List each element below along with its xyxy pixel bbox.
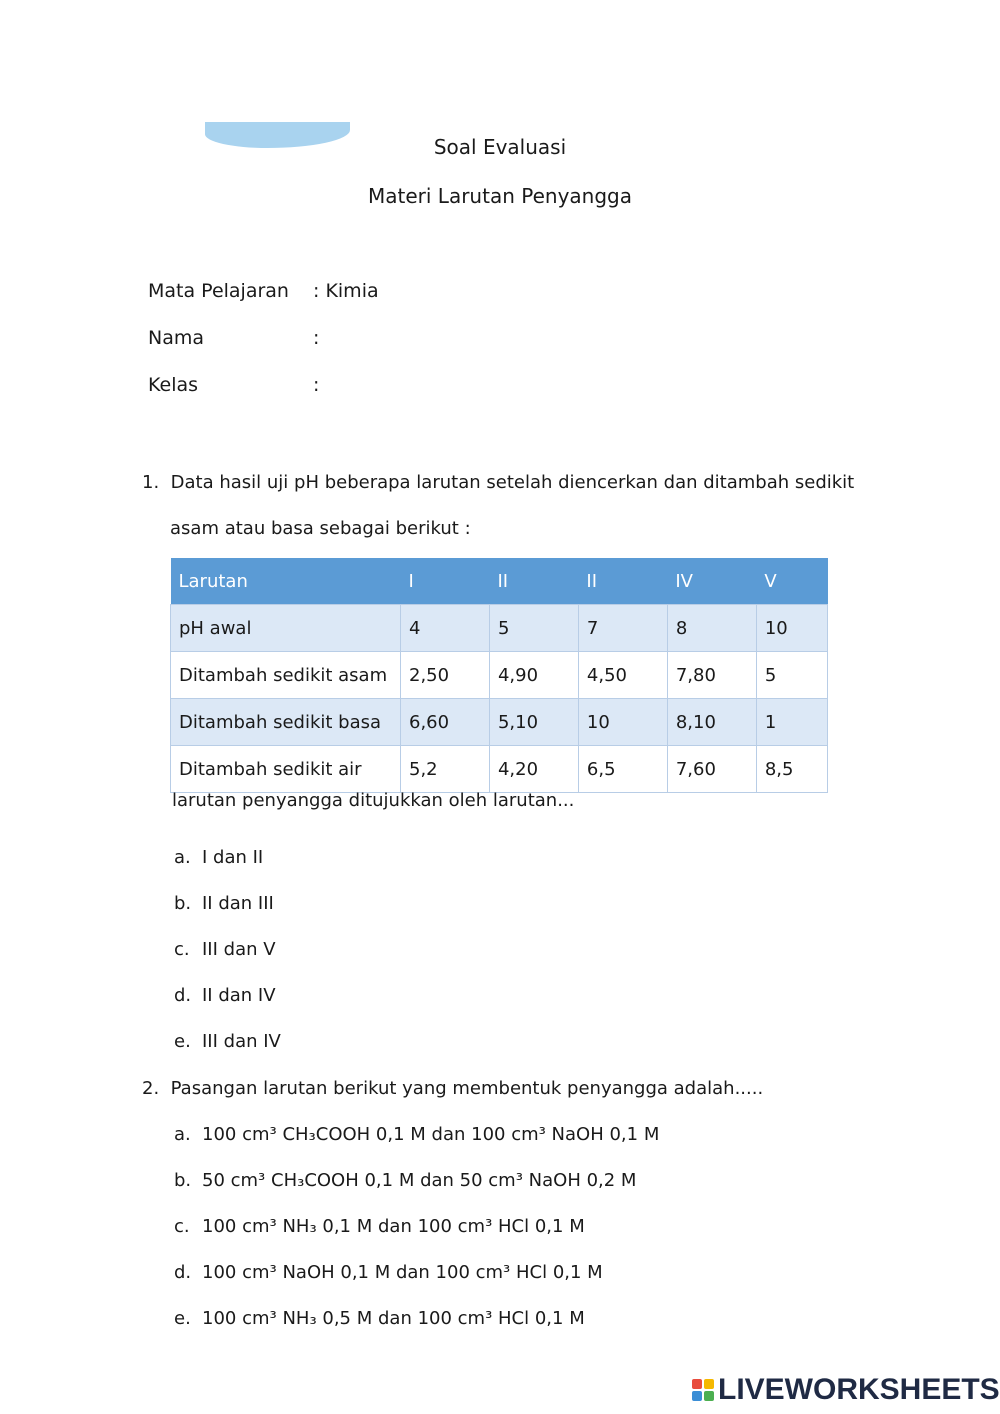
answer-option-b[interactable] <box>174 881 281 927</box>
question-number: 1. <box>142 472 160 493</box>
answer-option-c[interactable] <box>174 1204 659 1250</box>
info-label: Mata Pelajaran <box>148 280 289 302</box>
option-letter: c. <box>174 1216 190 1237</box>
table-cell: 4 <box>401 605 490 652</box>
info-label: Kelas <box>148 374 199 396</box>
option-text: II dan III <box>202 893 274 914</box>
option-letter: e. <box>174 1308 191 1329</box>
question-1 <box>142 460 862 552</box>
logo-grid-icon <box>692 1379 714 1401</box>
table-cell: Ditambah sedikit basa <box>171 699 401 746</box>
table-cell: 5,10 <box>489 699 578 746</box>
answer-option-d[interactable] <box>174 973 281 1019</box>
table-header-cell: Larutan <box>171 558 401 605</box>
option-text: II dan IV <box>202 985 276 1006</box>
info-row-subject <box>148 280 379 302</box>
logo-square <box>692 1391 702 1401</box>
option-letter: a. <box>174 847 191 868</box>
logo-square <box>704 1379 714 1389</box>
table-cell: 6,60 <box>401 699 490 746</box>
class-field[interactable]: : <box>313 374 320 396</box>
table-cell: 4,90 <box>489 652 578 699</box>
table-header-cell: IV <box>667 558 756 605</box>
question-text: Data hasil uji pH beberapa larutan setelah diencerkan dan ditambah sedikit <box>170 472 855 493</box>
table-row <box>171 699 828 746</box>
question-2-options <box>174 1112 659 1342</box>
table-cell: 2,50 <box>401 652 490 699</box>
option-text: 100 cm³ NH₃ 0,5 M dan 100 cm³ HCl 0,1 M <box>202 1308 585 1329</box>
option-letter: d. <box>174 1262 192 1283</box>
answer-option-c[interactable] <box>174 927 281 973</box>
table-cell: 4,20 <box>489 746 578 793</box>
table-cell: 7,80 <box>667 652 756 699</box>
table-row <box>171 605 828 652</box>
question-1-prompt: larutan penyangga ditujukkan oleh larutan... <box>172 790 575 811</box>
table-cell: 7 <box>578 605 667 652</box>
option-letter: b. <box>174 1170 192 1191</box>
table-cell: 8,5 <box>756 746 827 793</box>
info-label: Nama <box>148 327 205 349</box>
answer-option-e[interactable] <box>174 1019 281 1065</box>
option-text: 100 cm³ CH₃COOH 0,1 M dan 100 cm³ NaOH 0,1 M <box>202 1124 660 1145</box>
option-letter: d. <box>174 985 192 1006</box>
logo-square <box>692 1379 702 1389</box>
table-cell: Ditambah sedikit asam <box>171 652 401 699</box>
page-subtitle: Materi Larutan Penyangga <box>368 184 632 208</box>
question-2 <box>142 1066 763 1112</box>
answer-option-d[interactable] <box>174 1250 659 1296</box>
table-header-cell: I <box>401 558 490 605</box>
question-text-cont: asam atau basa sebagai berikut : <box>170 518 471 539</box>
answer-option-b[interactable] <box>174 1158 659 1204</box>
table-cell: 1 <box>756 699 827 746</box>
option-letter: a. <box>174 1124 191 1145</box>
option-text: I dan II <box>202 847 264 868</box>
question-text: Pasangan larutan berikut yang membentuk penyangga adalah..... <box>170 1078 764 1099</box>
table-header-cell: V <box>756 558 827 605</box>
table-cell: 8,10 <box>667 699 756 746</box>
table-header-cell: II <box>578 558 667 605</box>
ph-data-table <box>170 558 828 793</box>
logo-text: LIVEWORKSHEETS <box>718 1373 1000 1406</box>
liveworksheets-logo[interactable] <box>692 1374 1000 1406</box>
table-cell: pH awal <box>171 605 401 652</box>
table-row <box>171 652 828 699</box>
option-letter: b. <box>174 893 192 914</box>
table-cell: 5,2 <box>401 746 490 793</box>
logo-square <box>704 1391 714 1401</box>
table-cell: 5 <box>489 605 578 652</box>
table-row <box>171 746 828 793</box>
table-header-cell: II <box>489 558 578 605</box>
option-letter: e. <box>174 1031 191 1052</box>
option-letter: c. <box>174 939 190 960</box>
table-header-row <box>171 558 828 605</box>
table-cell: 5 <box>756 652 827 699</box>
page-title: Soal Evaluasi <box>433 135 567 159</box>
option-text: III dan V <box>202 939 276 960</box>
answer-option-a[interactable] <box>174 835 281 881</box>
option-text: 100 cm³ NH₃ 0,1 M dan 100 cm³ HCl 0,1 M <box>202 1216 585 1237</box>
option-text: 50 cm³ CH₃COOH 0,1 M dan 50 cm³ NaOH 0,2 M <box>202 1170 637 1191</box>
option-text: 100 cm³ NaOH 0,1 M dan 100 cm³ HCl 0,1 M <box>202 1262 603 1283</box>
question-number: 2. <box>142 1078 160 1099</box>
answer-option-a[interactable] <box>174 1112 659 1158</box>
name-field[interactable]: : <box>313 327 320 349</box>
info-row-class <box>148 374 319 396</box>
table-cell: 10 <box>578 699 667 746</box>
table-cell: 6,5 <box>578 746 667 793</box>
table-cell: Ditambah sedikit air <box>171 746 401 793</box>
answer-option-e[interactable] <box>174 1296 659 1342</box>
table-cell: 7,60 <box>667 746 756 793</box>
info-row-name <box>148 327 319 349</box>
table-cell: 10 <box>756 605 827 652</box>
table-cell: 4,50 <box>578 652 667 699</box>
question-1-options <box>174 835 281 1065</box>
info-value: : Kimia <box>313 280 379 302</box>
table-cell: 8 <box>667 605 756 652</box>
option-text: III dan IV <box>202 1031 281 1052</box>
